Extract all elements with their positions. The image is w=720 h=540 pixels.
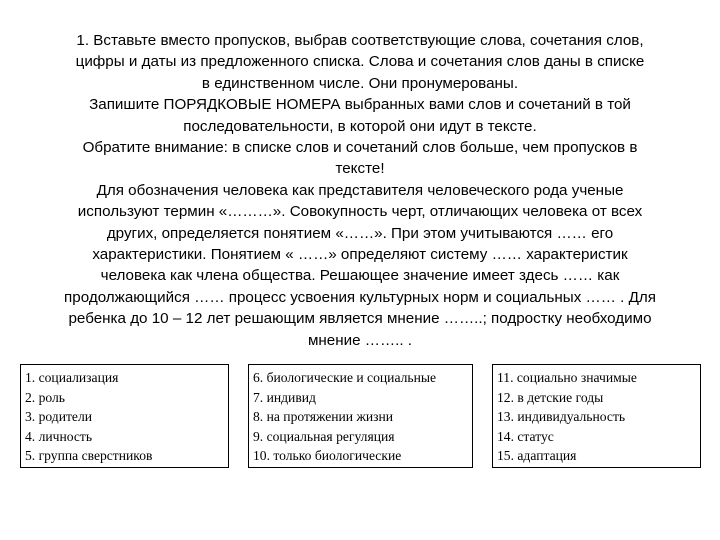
option-item: 10. только биологические [253, 448, 402, 464]
options-table [20, 364, 701, 468]
task-line: Обратите внимание: в списке слов и сочетаний слов больше, чем пропусков в [82, 139, 638, 157]
option-item: 6. биологические и социальные [253, 370, 437, 385]
options-column-2 [249, 365, 473, 468]
task-line: 1. Вставьте вместо пропусков, выбрав соответствующие слова, сочетания слов, [76, 32, 644, 49]
passage-line: Для обозначения человека как представителя человеческого рода ученые [96, 181, 624, 199]
task-line: последовательности, в которой они идут в тексте. [183, 117, 537, 135]
options-row [21, 365, 701, 468]
passage-line: других, определяется понятием «……». При этом учитываются …… его [106, 224, 614, 242]
option-item: 14. статус [497, 428, 554, 444]
option-item: 13. индивидуальность [497, 409, 626, 425]
option-item: 7. индивид [253, 389, 316, 405]
task-text [38, 30, 682, 351]
task-line: в единственном числе. Они пронумерованы. [201, 74, 519, 92]
passage-line: характеристики. Понятием « ……» определяют систему …… характеристик [92, 246, 628, 264]
passage-line: продолжающийся …… процесс усвоения культурных норм и социальных …… . Для [64, 288, 656, 306]
options-column-3 [493, 365, 701, 468]
option-item: 15. адаптация [497, 448, 577, 464]
passage-line: используют термин «………». Совокупность черт, отличающих человека от всех [77, 203, 643, 221]
option-item: 9. социальная регуляция [253, 428, 395, 444]
passage-line: ребенка до 10 – 12 лет решающим является мнение ……..; подростку необходимо [68, 310, 652, 328]
option-item: 5. группа сверстников [25, 448, 153, 464]
column-gap [473, 365, 493, 468]
option-item: 12. в детские годы [497, 389, 604, 405]
task-line: тексте! [335, 160, 385, 178]
column-gap [229, 365, 249, 468]
options-column-1 [21, 365, 229, 468]
passage-line: мнение …….. . [307, 331, 413, 349]
option-item: 1. социализация [25, 370, 119, 385]
passage-line: человека как члена общества. Решающее значение имеет здесь …… как [100, 267, 620, 285]
task-line: Запишите ПОРЯДКОВЫЕ НОМЕРА выбранных вами слов и сочетаний в той [89, 96, 631, 114]
option-item: 3. родители [25, 409, 93, 425]
option-item: 8. на протяжении жизни [253, 409, 394, 425]
option-item: 2. роль [25, 389, 65, 405]
task-line: цифры и даты из предложенного списка. Слова и сочетания слов даны в списке [75, 53, 645, 71]
option-item: 4. личность [25, 428, 93, 444]
option-item: 11. социально значимые [497, 370, 637, 385]
